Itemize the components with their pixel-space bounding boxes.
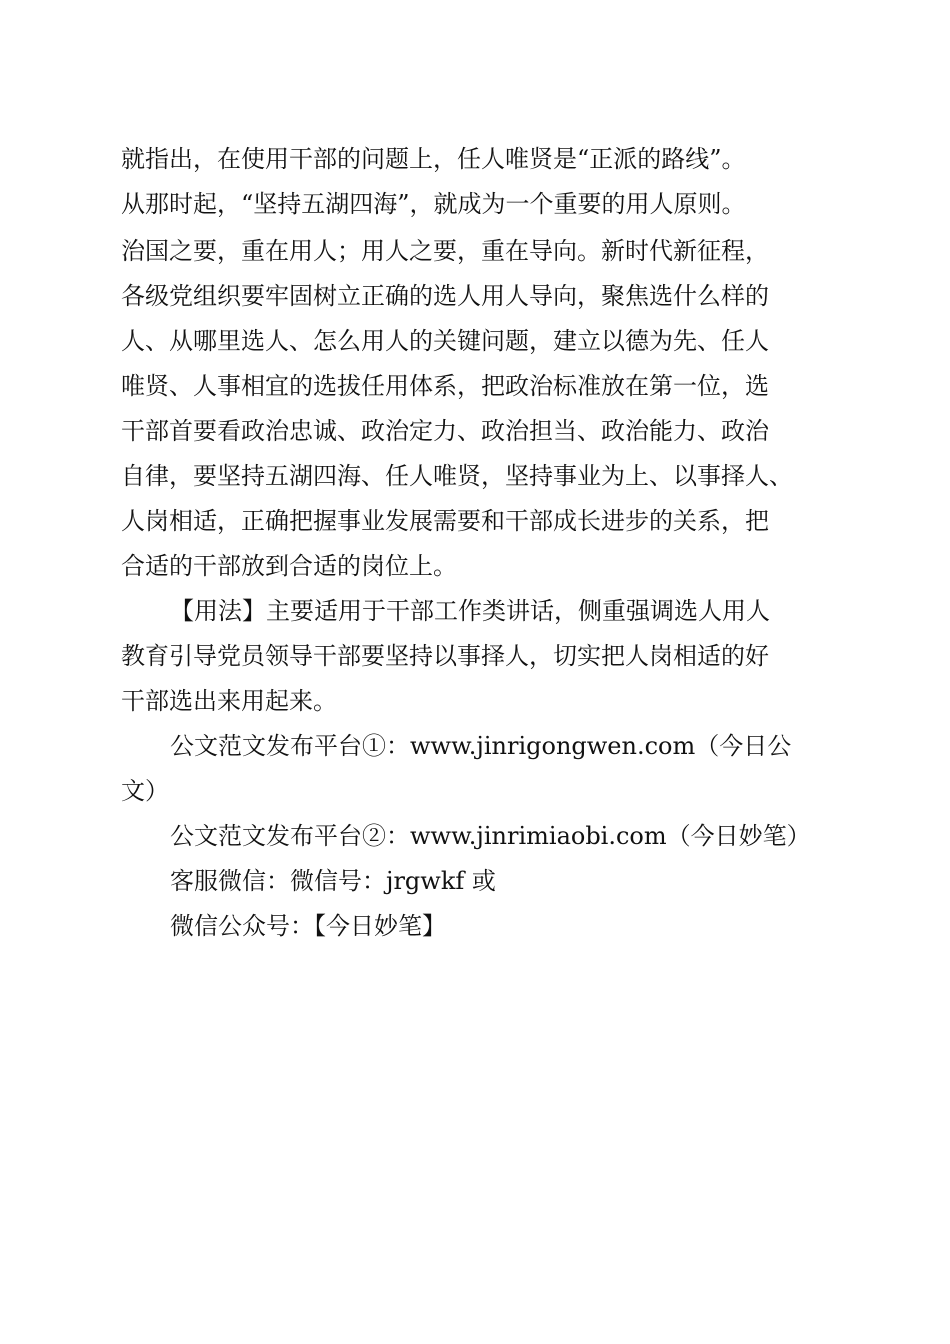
usage-paragraph-line-1: 【用法】主要适用于干部工作类讲话，侧重强调选人用人	[170, 597, 770, 625]
body-line-6: 唯贤、人事相宜的选拔任用体系，把政治标准放在第一位，选	[121, 372, 769, 400]
body-line-5: 人、从哪里选人、怎么用人的关键问题，建立以德为先、任人	[121, 327, 769, 355]
usage-paragraph-line-2: 教育引导党员领导干部要坚持以事择人，切实把人岗相适的好	[121, 642, 769, 670]
official-account-line: 微信公众号：【今日妙笔】	[170, 912, 446, 940]
body-line-3: 治国之要，重在用人；用人之要，重在导向。新时代新征程，	[121, 237, 769, 265]
body-line-2: 从那时起，“坚持五湖四海”，就成为一个重要的用人原则。	[121, 190, 746, 218]
platform1-line-1: 公文范文发布平台①：www.jinrigongwen.com（今日公	[170, 732, 792, 760]
platform2-line: 公文范文发布平台②：www.jinrimiaobi.com（今日妙笔）	[170, 822, 811, 850]
service-wechat-line: 客服微信：微信号：jrgwkf 或	[170, 867, 496, 895]
platform1-line-2: 文）	[121, 777, 169, 805]
usage-paragraph-line-3: 干部选出来用起来。	[121, 687, 337, 715]
body-line-9: 人岗相适，正确把握事业发展需要和干部成长进步的关系，把	[121, 507, 769, 535]
body-line-1: 就指出，在使用干部的问题上，任人唯贤是“正派的路线”。	[121, 145, 746, 173]
body-line-4: 各级党组织要牢固树立正确的选人用人导向，聚焦选什么样的	[121, 282, 769, 310]
body-line-7: 干部首要看政治忠诚、政治定力、政治担当、政治能力、政治	[121, 417, 769, 445]
body-line-8: 自律，要坚持五湖四海、任人唯贤，坚持事业为上、以事择人、	[121, 462, 793, 490]
body-line-10: 合适的干部放到合适的岗位上。	[121, 552, 457, 580]
